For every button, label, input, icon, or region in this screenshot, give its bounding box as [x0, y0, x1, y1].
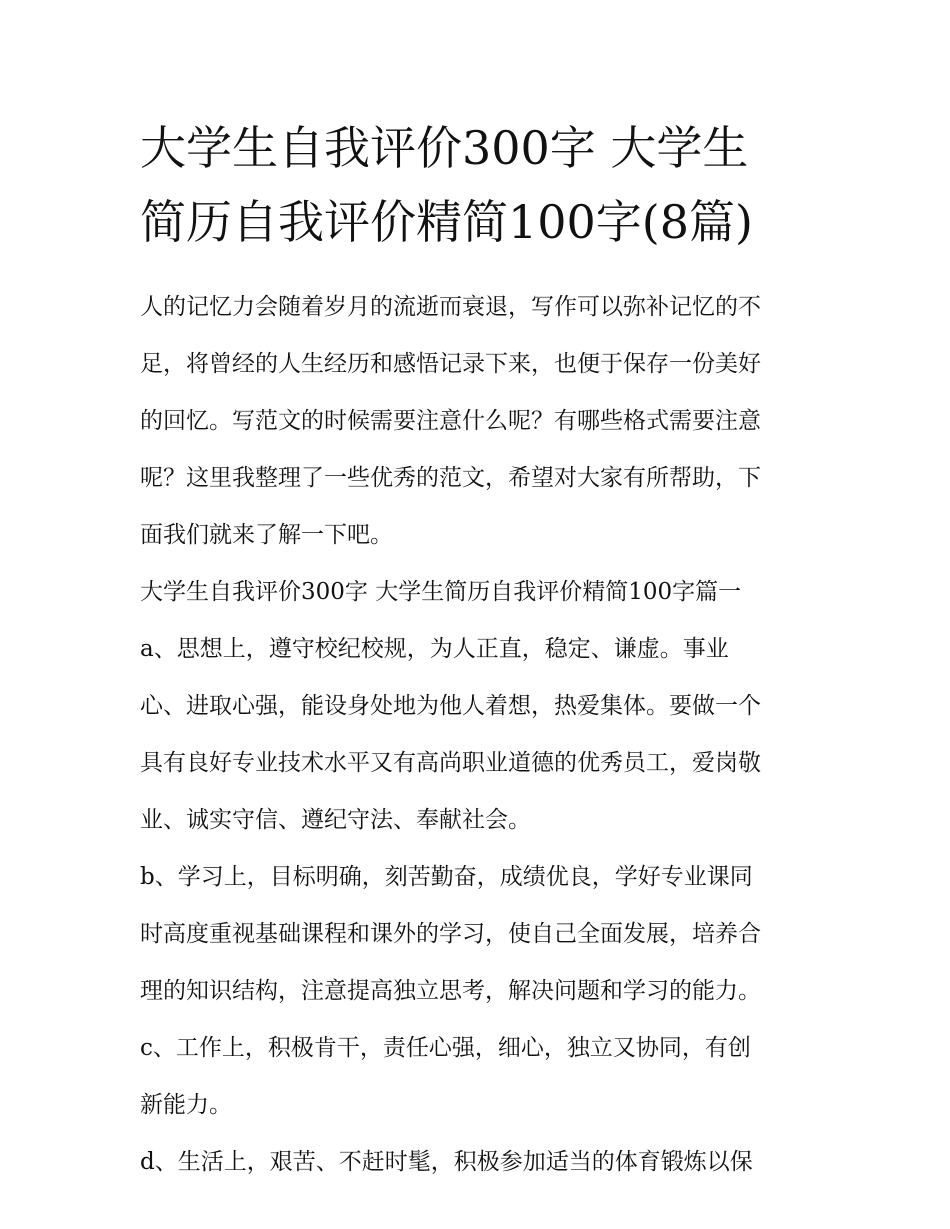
body-line: 足，将曾经的人生经历和感悟记录下来，也便于保存一份美好 — [140, 351, 761, 378]
body-line: 业、诚实守信、遵纪守法、奉献社会。 — [140, 807, 531, 834]
section-heading: 大学生自我评价300字 大学生简历自我评价精简100字篇一 — [140, 579, 742, 606]
body-line: 理的知识结构，注意提高独立思考，解决问题和学习的能力。 — [140, 978, 761, 1005]
body-line: d、生活上，艰苦、不赶时髦，积极参加适当的体育锻炼以保 — [140, 1149, 753, 1176]
body-line: c、工作上，积极肯干，责任心强，细心，独立又协同，有创 — [140, 1035, 751, 1062]
body-line: 人的记忆力会随着岁月的流逝而衰退，写作可以弥补记忆的不 — [140, 294, 761, 321]
body-line: a、思想上，遵守校纪校规，为人正直，稳定、谦虚。事业 — [140, 636, 729, 663]
body-line: 时高度重视基础课程和课外的学习，使自己全面发展，培养合 — [140, 921, 761, 948]
body-line: 面我们就来了解一下吧。 — [140, 522, 393, 549]
title-line-1: 大学生自我评价300字 大学生 — [140, 121, 749, 175]
body-line: 的回忆。写范文的时候需要注意什么呢？有哪些格式需要注意 — [140, 408, 761, 435]
document-page — [140, 112, 812, 1191]
body-line: 心、进取心强，能设身处地为他人着想，热爱集体。要做一个 — [140, 693, 761, 720]
body-line: b、学习上，目标明确，刻苦勤奋，成绩优良，学好专业课同 — [140, 864, 753, 891]
body-line: 具有良好专业技术水平又有高尚职业道德的优秀员工，爱岗敬 — [140, 750, 761, 777]
document-title — [140, 112, 812, 259]
body-line: 新能力。 — [140, 1092, 232, 1119]
title-line-2: 简历自我评价精简100字(8篇) — [140, 194, 753, 249]
body-line: 呢？这里我整理了一些优秀的范文，希望对大家有所帮助，下 — [140, 465, 761, 492]
document-body — [140, 279, 812, 1191]
